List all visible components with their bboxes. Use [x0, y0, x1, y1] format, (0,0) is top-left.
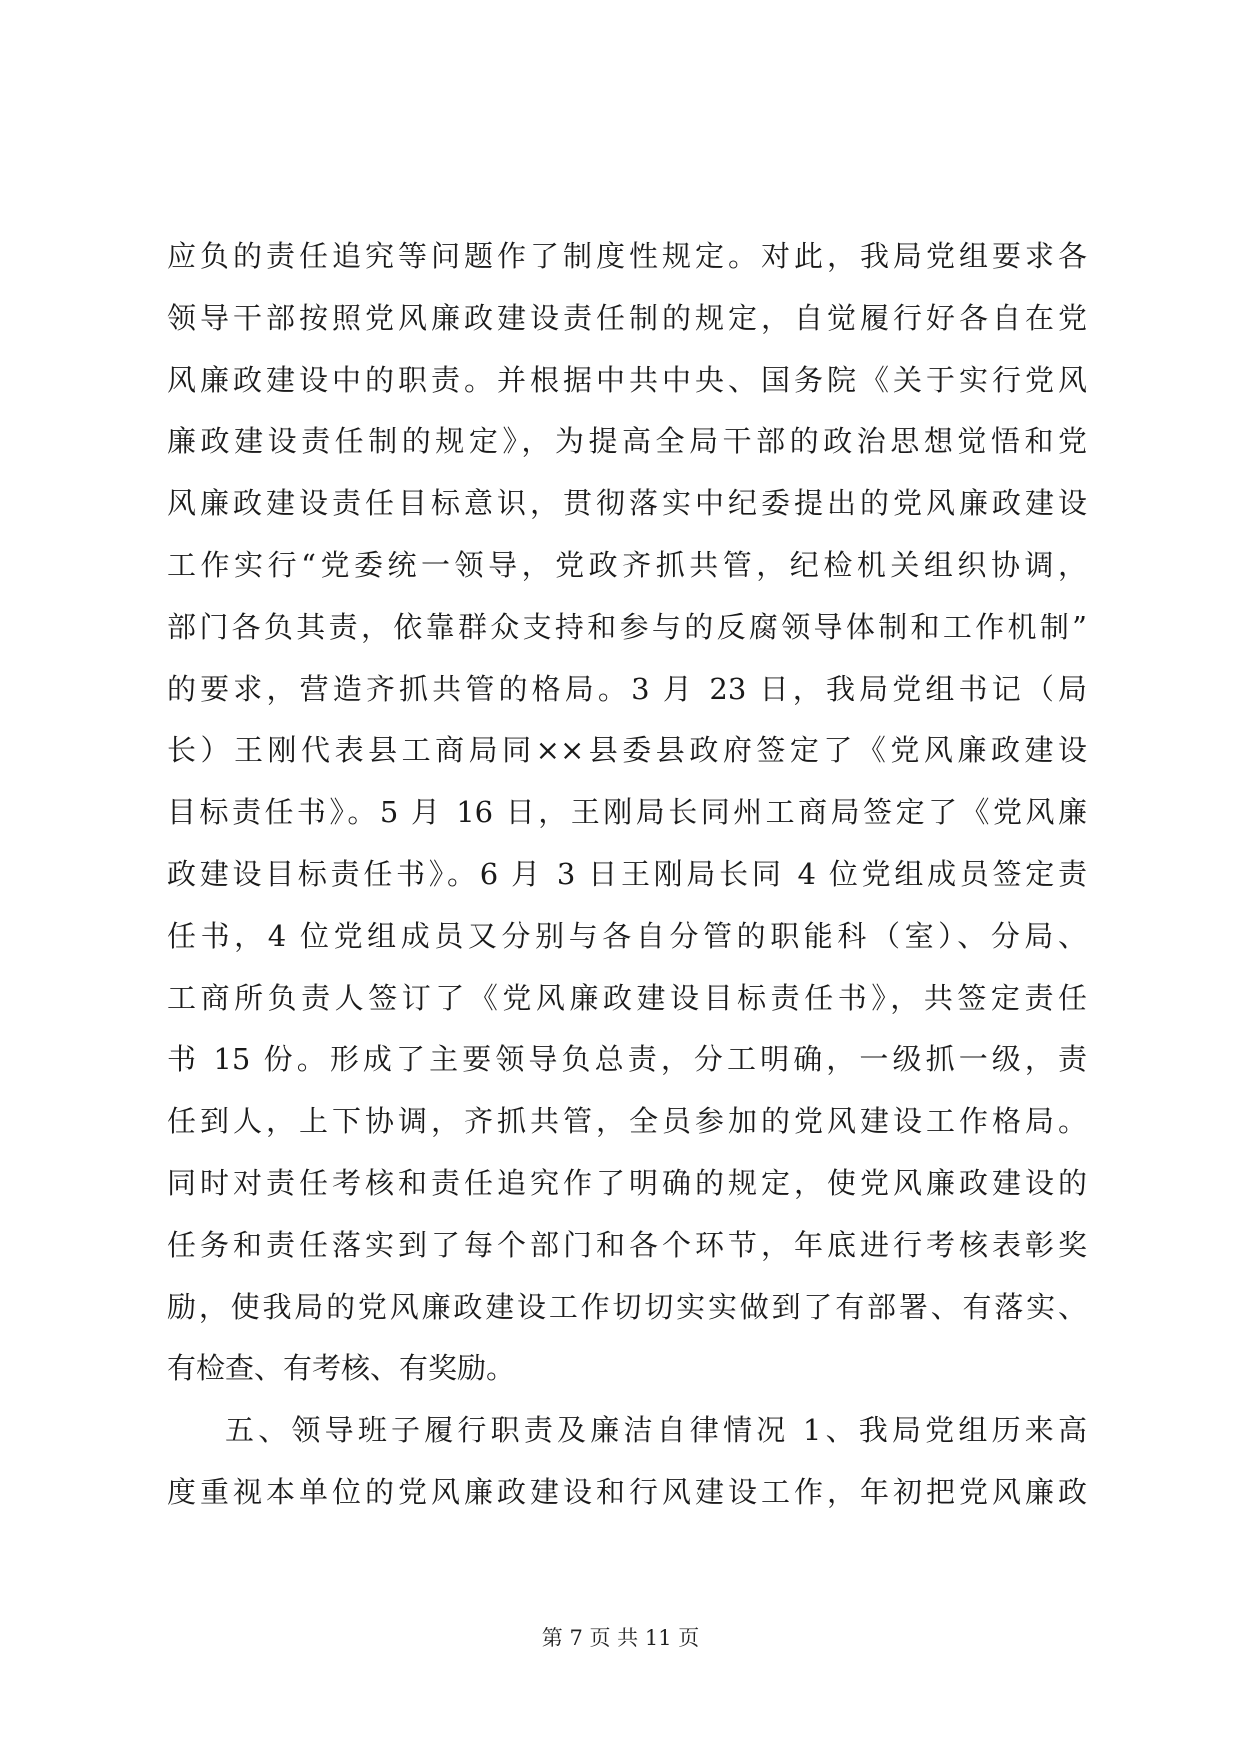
- text-line: 同时对责任考核和责任追究作了明确的规定，使党风廉政建设的: [167, 1165, 1087, 1200]
- text-line: 书 15 份。形成了主要领导负总责，分工明确，一级抓一级，责: [167, 1042, 1087, 1077]
- text-line: 目标责任书》。5 月 16 日，王刚局长同州工商局签定了《党风廉: [167, 795, 1087, 830]
- text-line: 励，使我局的党风廉政建设工作切切实实做到了有部署、有落实、: [167, 1289, 1087, 1324]
- text-line: 任务和责任落实到了每个部门和各个环节，年底进行考核表彰奖: [167, 1227, 1087, 1262]
- text-line: 工作实行“党委统一领导，党政齐抓共管，纪检机关组织协调，: [167, 547, 1087, 582]
- text-line: 部门各负其责，依靠群众支持和参与的反腐领导体制和工作机制”: [167, 609, 1087, 644]
- text-line: 风廉政建设中的职责。并根据中共中央、国务院《关于实行党风: [167, 362, 1087, 397]
- text-line: 度重视本单位的党风廉政建设和行风建设工作，年初把党风廉政: [167, 1474, 1087, 1509]
- text-line: 风廉政建设责任目标意识，贯彻落实中纪委提出的党风廉政建设: [167, 486, 1087, 521]
- text-line: 政建设目标责任书》。6 月 3 日王刚局长同 4 位党组成员签定责: [167, 856, 1087, 891]
- text-line-paragraph-start: 五、领导班子履行职责及廉洁自律情况 1、我局党组历来高: [225, 1413, 1087, 1448]
- text-line: 领导干部按照党风廉政建设责任制的规定，自觉履行好各自在党: [167, 300, 1087, 335]
- page-number-footer: 第 7 页 共 11 页: [541, 1626, 700, 1650]
- text-line: 任书，4 位党组成员又分别与各自分管的职能科（室）、分局、: [167, 918, 1087, 953]
- text-line: 廉政建设责任制的规定》，为提高全局干部的政治思想觉悟和党: [167, 424, 1087, 459]
- text-line-paragraph-end: 有检查、有考核、有奖励。: [167, 1351, 516, 1386]
- text-line: 长）王刚代表县工商局同××县委县政府签定了《党风廉政建设: [167, 733, 1087, 768]
- text-line: 应负的责任追究等问题作了制度性规定。对此，我局党组要求各: [167, 239, 1087, 273]
- text-line: 的要求，营造齐抓共管的格局。3 月 23 日，我局党组书记（局: [167, 671, 1087, 706]
- document-body: [167, 226, 1087, 1524]
- text-line: 工商所负责人签订了《党风廉政建设目标责任书》，共签定责任: [167, 980, 1087, 1015]
- text-line: 任到人，上下协调，齐抓共管，全员参加的党风建设工作格局。: [167, 1104, 1087, 1139]
